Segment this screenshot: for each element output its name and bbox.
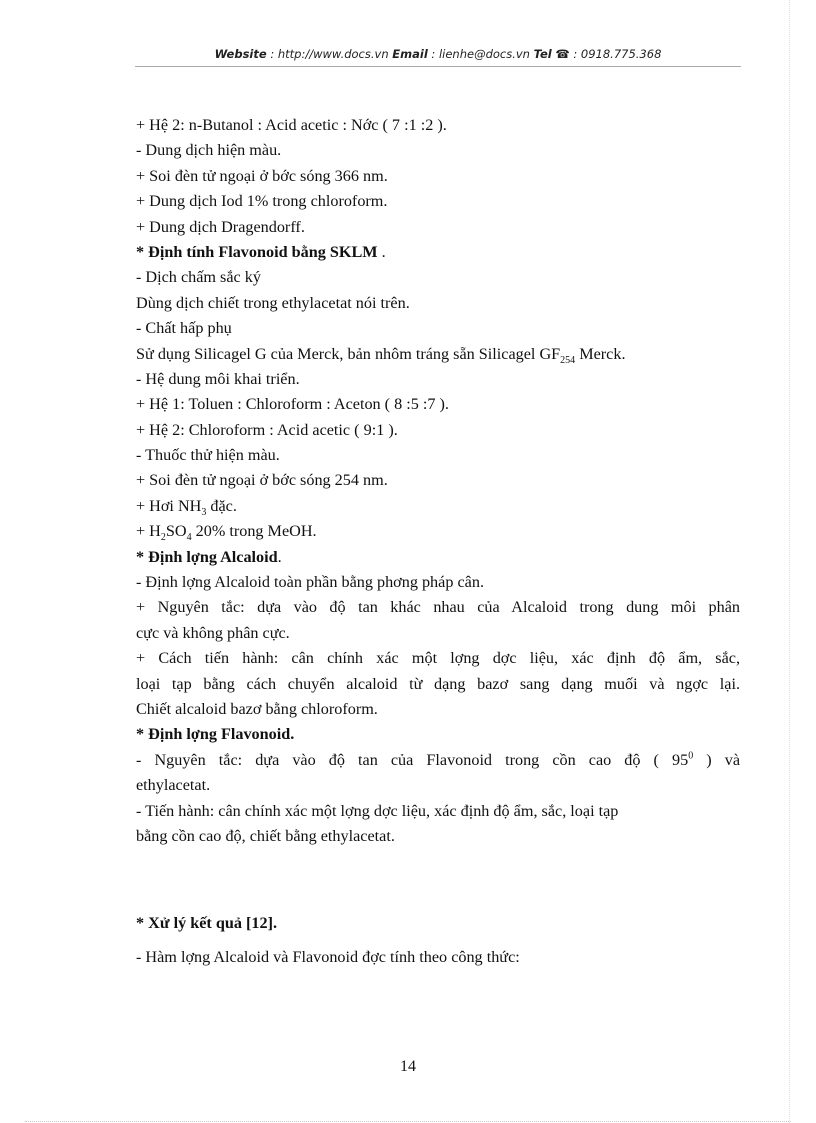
text-line-nh3 bbox=[136, 494, 740, 519]
text-line: - Tiến hành: cân chính xác một lợng dợc liệu, xác định độ ẩm, sắc, loại tạp bbox=[136, 801, 619, 820]
subscript: 2 bbox=[160, 532, 166, 544]
text-line: + Hệ 1: Toluen : Chloroform : Aceton ( 8 :5 :7 ). bbox=[136, 395, 449, 414]
website-label: Website bbox=[214, 47, 267, 61]
text-part: SO bbox=[165, 522, 187, 541]
section-heading-results: * Xử lý kết quả [12]. bbox=[136, 914, 278, 933]
text-line: loại tạp bằng cách chuyển alcaloid từ dạng bazơ sang dạng muối và ngợc lại. bbox=[136, 674, 740, 693]
text-part: - Nguyên tắc: dựa vào độ tan của Flavonoid trong cồn cao độ ( 95 bbox=[136, 750, 689, 769]
header-rule bbox=[135, 66, 741, 67]
text-line: + Soi đèn tử ngoại ở bớc sóng 366 nm. bbox=[136, 166, 388, 185]
text-line: + Cách tiến hành: cân chính xác một lợng dợc liệu, xác định độ ẩm, sắc, bbox=[136, 649, 740, 668]
page-bottom-border bbox=[25, 1121, 791, 1122]
subscript: 254 bbox=[560, 354, 576, 366]
page-number: 14 bbox=[400, 1058, 416, 1075]
text-line: bằng cồn cao độ, chiết bằng ethylacetat. bbox=[136, 826, 395, 845]
section-heading-flavonoid: * Định lợng Flavonoid. bbox=[136, 725, 295, 744]
superscript: 0 bbox=[688, 750, 694, 762]
text-line-silicagel bbox=[136, 342, 740, 367]
text-line: Dùng dịch chiết trong ethylacetat nói trên. bbox=[136, 293, 410, 312]
section-heading-alcaloid bbox=[136, 545, 740, 570]
tel-number: : 0918.775.368 bbox=[569, 47, 662, 61]
website-url: : http://www.docs.vn bbox=[266, 47, 393, 61]
subscript: 3 bbox=[201, 507, 207, 519]
spacer bbox=[136, 849, 740, 911]
email-label: Email bbox=[392, 47, 428, 61]
text-part: Sử dụng Silicagel G của Merck, bản nhôm tráng sẵn Silicagel GF bbox=[136, 344, 561, 363]
page-right-border bbox=[789, 0, 790, 1123]
text-line: - Dung dịch hiện màu. bbox=[136, 141, 282, 160]
text-line: + Dung dịch Iod 1% trong chloroform. bbox=[136, 192, 388, 211]
text-line: - Dịch chấm sắc ký bbox=[136, 268, 261, 287]
text-part: Merck. bbox=[575, 344, 626, 363]
heading-text: * Định lợng Alcaloid bbox=[136, 547, 278, 566]
text-line: - Chất hấp phụ bbox=[136, 319, 232, 338]
text-line: ethylacetat. bbox=[136, 776, 211, 795]
text-line: - Hệ dung môi khai triển. bbox=[136, 369, 300, 388]
text-line: + Nguyên tắc: dựa vào độ tan khác nhau của Alcaloid trong dung môi phân bbox=[136, 598, 740, 617]
text-line: + Soi đèn tử ngoại ở bớc sóng 254 nm. bbox=[136, 471, 388, 490]
text-line: - Định lợng Alcaloid toàn phần bằng phơng pháp cân. bbox=[136, 573, 484, 592]
document-body bbox=[136, 113, 740, 971]
text-line: + Hệ 2: n-Butanol : Acid acetic : Nớc ( 7 :1 :2 ). bbox=[136, 116, 447, 134]
tel-label: Tel bbox=[533, 47, 552, 61]
heading-tail: . bbox=[277, 547, 282, 566]
heading-tail: . bbox=[377, 242, 386, 261]
section-heading-flavonoid-sklm bbox=[136, 240, 740, 265]
text-line-h2so4 bbox=[136, 519, 740, 544]
phone-icon: ☎ bbox=[555, 47, 570, 61]
text-part: ) và bbox=[693, 750, 741, 769]
text-part: 20% trong MeOH. bbox=[191, 522, 317, 541]
text-part: + H bbox=[136, 522, 161, 541]
text-line: - Hàm lợng Alcaloid và Flavonoid đợc tính theo công thức: bbox=[136, 948, 520, 967]
text-line: + Dung dịch Dragendorff. bbox=[136, 217, 305, 236]
page-header bbox=[135, 47, 741, 61]
text-part: đặc. bbox=[206, 496, 237, 515]
text-line: + Hệ 2: Chloroform : Acid acetic ( 9:1 ). bbox=[136, 420, 398, 439]
subscript: 4 bbox=[186, 532, 192, 544]
text-line: - Thuốc thử hiện màu. bbox=[136, 446, 280, 465]
text-line: Chiết alcaloid bazơ bằng chloroform. bbox=[136, 699, 378, 718]
email-address: : lienhe@docs.vn bbox=[427, 47, 534, 61]
text-line: cực và không phân cực. bbox=[136, 623, 290, 642]
heading-text: * Định tính Flavonoid bằng SKLM bbox=[136, 242, 378, 261]
text-part: + Hơi NH bbox=[136, 496, 202, 515]
text-line-ethanol bbox=[136, 748, 740, 773]
